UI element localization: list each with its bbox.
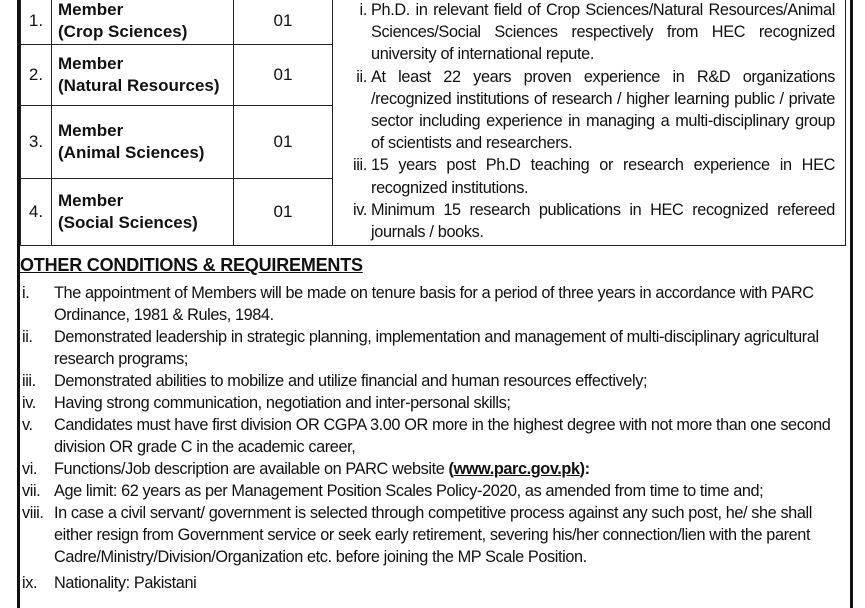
item-text: Nationality: Pakistani xyxy=(54,574,197,592)
condition-item xyxy=(20,414,842,458)
post-number: 4. xyxy=(21,178,52,245)
post-number: 2. xyxy=(21,45,52,105)
post-field: (Crop Sciences) xyxy=(58,21,188,41)
criteria-item xyxy=(339,154,835,198)
item-number: vi. xyxy=(22,460,38,478)
condition-item xyxy=(20,282,842,326)
post-count: 01 xyxy=(234,0,333,45)
condition-item xyxy=(20,458,842,480)
condition-item xyxy=(20,480,842,502)
item-number: viii. xyxy=(22,504,44,522)
posts-table xyxy=(20,0,846,246)
item-number: v. xyxy=(22,416,33,434)
item-text: The appointment of Members will be made on tenure basis for a period of three years in accordance with PARC Ordinance, 1981 & Rules, 1984. xyxy=(54,284,814,324)
post-title-line: Member xyxy=(58,0,124,19)
item-text: In case a civil servant/ government is selected through competitive process against any such post, he/ she shall either resign from Government service or seek early retirement, severing his/her connection/lien with the parent Cadre/Ministry/Division/Organization etc. before joining the MP Scale Position. xyxy=(54,504,812,566)
post-count: 01 xyxy=(234,45,333,105)
item-text: Candidates must have first division OR CGPA 3.00 OR more in the highest degree with not more than one second division OR grade C in the academic career, xyxy=(54,416,831,456)
post-title xyxy=(52,0,234,45)
eligibility-criteria xyxy=(333,0,846,246)
post-count: 01 xyxy=(234,105,333,178)
condition-item xyxy=(20,502,842,568)
post-field: (Social Sciences) xyxy=(58,213,198,233)
item-text: Demonstrated leadership in strategic planning, implementation and management of multi-disciplinary agricultural research programs; xyxy=(54,328,819,368)
item-text: Age limit: 62 years as per Management Position Scales Policy-2020, as amended from time to time and; xyxy=(54,482,764,500)
item-text: Having strong communication, negotiation and inter-personal skills; xyxy=(54,394,511,412)
item-number: vii. xyxy=(22,482,41,500)
conditions-list xyxy=(20,282,842,594)
item-number: iii. xyxy=(353,156,367,175)
table-row xyxy=(21,0,846,45)
item-text xyxy=(54,458,842,480)
criteria-item xyxy=(339,199,835,243)
post-title-line: Member xyxy=(58,191,124,211)
criteria-item xyxy=(339,66,835,155)
item-text: Demonstrated abilities to mobilize and utilize financial and human resources effectively; xyxy=(54,372,648,390)
condition-item xyxy=(20,326,842,370)
criteria-item xyxy=(339,0,835,66)
condition-item xyxy=(20,392,842,414)
condition-item xyxy=(20,370,842,392)
post-number: 1. xyxy=(21,0,52,45)
website-link-wrapper xyxy=(449,460,590,478)
conditions-heading: OTHER CONDITIONS & REQUIREMENTS xyxy=(20,255,363,275)
item-text: Minimum 15 research publications in HEC recognized refereed journals / books. xyxy=(371,200,835,242)
post-field: (Natural Resources) xyxy=(58,75,220,95)
post-number: 3. xyxy=(21,105,52,178)
website-link[interactable]: www.parc.gov.pk xyxy=(453,460,580,478)
item-text: Ph.D. in relevant field of Crop Sciences/Natural Resources/Animal Sciences/Social Sciences respectively from HEC recognized university of international repute. xyxy=(371,1,835,64)
item-number: ix. xyxy=(22,574,38,592)
post-title xyxy=(52,105,234,178)
item-number: ii. xyxy=(356,67,367,86)
post-field: (Animal Sciences) xyxy=(58,142,205,162)
item-number: iv. xyxy=(352,200,367,219)
paren-close: ): xyxy=(579,460,590,478)
item-number: iv. xyxy=(22,394,36,412)
paren-open: ( xyxy=(448,460,454,478)
condition-item xyxy=(20,572,842,594)
post-title-line: Member xyxy=(58,120,124,140)
item-text: 15 years post Ph.D teaching or research experience in HEC recognized institutions. xyxy=(371,156,835,197)
post-title xyxy=(52,45,234,105)
item-number: i. xyxy=(359,1,367,19)
item-text-main: Functions/Job description are available on PARC website xyxy=(54,460,449,478)
item-number: i. xyxy=(22,284,30,302)
item-number: ii. xyxy=(22,328,33,346)
post-title-line: Member xyxy=(58,53,124,73)
post-count: 01 xyxy=(234,178,333,245)
item-number: iii. xyxy=(22,372,36,390)
post-title xyxy=(52,178,234,245)
item-text: At least 22 years proven experience in R&D organizations /recognized institutions of research / higher learning public / private sector including experience in managing a multi-disciplinary group of scientists and researchers. xyxy=(371,67,835,153)
